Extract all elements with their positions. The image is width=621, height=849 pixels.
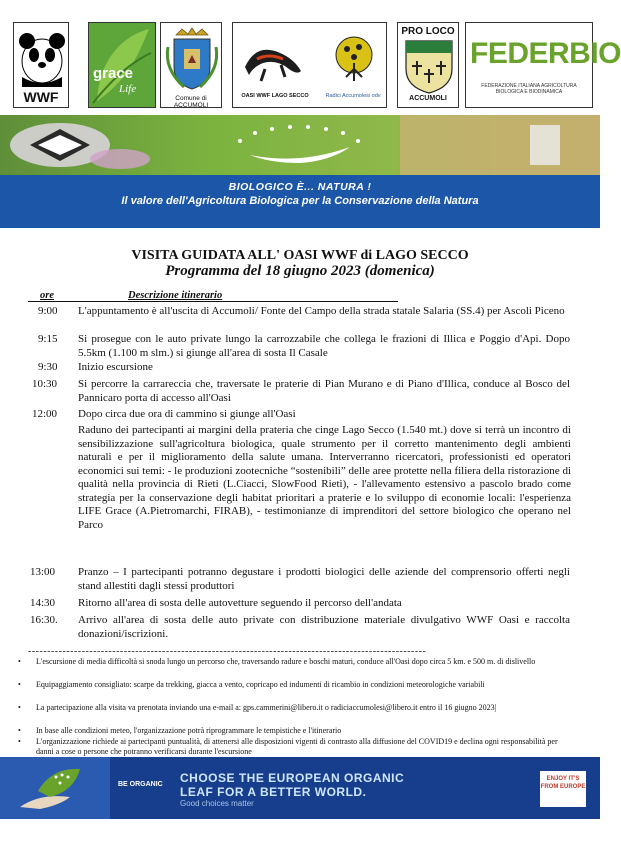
header-time: ore — [40, 290, 54, 301]
panda-icon — [15, 27, 69, 87]
bullet-icon: • — [18, 703, 21, 712]
footer-line1: CHOOSE THE EUROPEAN ORGANIC — [180, 771, 405, 785]
footer-tag: Good choices matter — [180, 799, 254, 808]
schedule-time: 16:30. — [30, 614, 58, 626]
eu-organic-leaf-banner-icon — [0, 115, 600, 175]
footer-left-text: BE ORGANIC — [118, 781, 163, 788]
bullet-icon: • — [18, 680, 21, 689]
program-date: Programma del 18 giugno 2023 (domenica) — [165, 263, 435, 279]
event-paragraph: Raduno dei partecipanti ai margini della prateria che cinge Lago Secco (1.540 mt.) dove si terrà un incontro di sensibilizzazione sull'agricoltura biologica, quale strumento per il corretto mantenimento degli ambienti naturali e per il miglioramento della salute umana. Interverranno ricercatori, professionisti ed operatori economici sui temi: - le produzioni zootecniche “sostenibili” delle aree protette nella filiera della ristorazione di qualità nella provincia di Rieti (L.Ciacci, SlowFood Rieti), - l'allevamento estensivo a pascolo brado come strategia per la conservazione degli habitat prioritari a praterie e lo sviluppo di economie locali: l'esperienza LIFE Grace (A.Pietromarchi, FIRAB), - testimonianze di imprenditori del settore biologico che operano nel Parco — [78, 424, 571, 531]
footer-right-badge: ENJOY IT'S FROM EUROPE — [540, 771, 586, 807]
schedule-desc: Si prosegue con le auto private lungo la carrozzabile che collega le frazioni di Illica e Poggio d'Api. Dopo 5.5km (1.100 m slm.) si giunge all'area di sosta Il Casale — [78, 333, 570, 359]
schedule-desc: L'appuntamento è all'uscita di Accumoli/ Fonte del Campo della strada statale Salaria (SS.4) per Ascoli Piceno — [78, 305, 565, 317]
subtitle-line1: BIOLOGICO È... NATURA ! — [228, 181, 372, 193]
tree-icon — [329, 33, 379, 85]
wwf-text: WWF — [23, 89, 59, 105]
schedule-time: 14:30 — [30, 597, 56, 609]
schedule-desc: Pranzo – I partecipanti potranno degustare i prodotti biologici delle aziende del comprensorio offerti negli stand allestiti dagli stessi produttori — [78, 566, 570, 592]
banner-image — [0, 115, 600, 175]
header-rule — [28, 301, 398, 302]
schedule-desc: Dopo circa due ora di cammino si giunge all'Oasi — [78, 408, 296, 420]
schedule-time: 9:00 — [38, 305, 58, 317]
subtitle-line2: Il valore dell'Agricoltura Biologica per la Conservazione della Natura — [121, 195, 479, 207]
oasi-radici-logos — [232, 22, 387, 108]
salamander-icon — [239, 37, 309, 89]
page-title: VISITA GUIDATA ALL' OASI WWF di LAGO SECCO — [131, 248, 469, 263]
accumoli-logo — [160, 22, 222, 108]
schedule-desc: Arrivo all'area di sosta delle auto private con distribuzione materiale divulgativo WWF Oasi e raccolta donazioni/iscrizioni. — [78, 614, 570, 640]
schedule-desc: Ritorno all'area di sosta delle autovetture seguendo il percorso dell'andata — [78, 597, 402, 609]
proloco-logo — [397, 22, 459, 108]
radici-caption: Radici Accumolesi odv — [325, 93, 381, 99]
eu-organic-footer — [0, 757, 600, 819]
proloco-bottom-text: ACCUMOLI — [409, 95, 447, 102]
header-description: Descrizione itinerario — [128, 290, 223, 301]
separator-line: -------------------------------------------------------------------------------------------------------- — [28, 646, 427, 657]
note-text: Equipaggiamento consigliato: scarpe da trekking, giacca a vento, copricapo ed indumenti di ricambio in condizioni meteorologiche variabili — [36, 680, 485, 689]
schedule-time: 10:30 — [32, 378, 58, 390]
bullet-icon: • — [18, 737, 21, 746]
coat-of-arms-icon — [162, 25, 222, 95]
schedule-desc: Si percorre la carrareccia che, traversate le praterie di Pian Murano e di Piano d'Illica, conduce al Bosco del Pannicaro porta di accesso all'Oasi — [78, 378, 570, 404]
note-text: La partecipazione alla visita va prenotata inviando una e-mail a: gps.cammerini@libero.it o radiciaccumolesi@libero.it entro il 16 giugno 2023| — [36, 703, 497, 712]
federbio-logo — [465, 22, 621, 108]
eu-leaf-hand-icon — [0, 757, 110, 819]
federbio-title: FEDERBIO — [470, 37, 621, 70]
wwf-logo — [13, 22, 69, 108]
note-text: L'escursione di media difficoltà si snoda lungo un percorso che, traversando radure e boschi maturi, conduce all'Oasi dopo circa 5 km. e 500 m. di dislivello — [36, 657, 536, 666]
federbio-caption: FEDERAZIONE ITALIANA AGRICOLTURA BIOLOGICA E BIODINAMICA — [481, 83, 577, 95]
proloco-top-text: PRO LOCO — [401, 26, 455, 37]
footer-line2: LEAF FOR A BETTER WORLD. — [180, 785, 367, 799]
schedule-desc: Inizio escursione — [78, 361, 153, 373]
shield-icon — [402, 39, 456, 95]
life-text: Life — [119, 83, 137, 95]
schedule-time: 12:00 — [32, 408, 58, 420]
grace-life-logo — [88, 22, 156, 108]
schedule-time: 9:30 — [38, 361, 58, 373]
grace-text: grace — [93, 65, 134, 82]
bullet-icon: • — [18, 657, 21, 666]
note-text: L'organizzazione richiede ai partecipanti puntualità, di attenersi alle disposizioni vigenti di contrasto alla diffusione del COVID19 e declina ogni responsabilità per danni a cose o persone che potranno verificarsi durante l'escursione — [36, 737, 558, 756]
bullet-icon: • — [18, 726, 21, 735]
accumoli-caption: Comune di ACCUMOLI — [173, 95, 209, 109]
oasi-caption: OASI WWF LAGO SECCO — [241, 93, 309, 99]
schedule-time: 9:15 — [38, 333, 58, 345]
subtitle-box — [0, 175, 600, 228]
note-text: In base alle condizioni meteo, l'organizzazione potrà riprogrammare le tempistiche e l'itinerario — [36, 726, 342, 735]
schedule-time: 13:00 — [30, 566, 56, 578]
